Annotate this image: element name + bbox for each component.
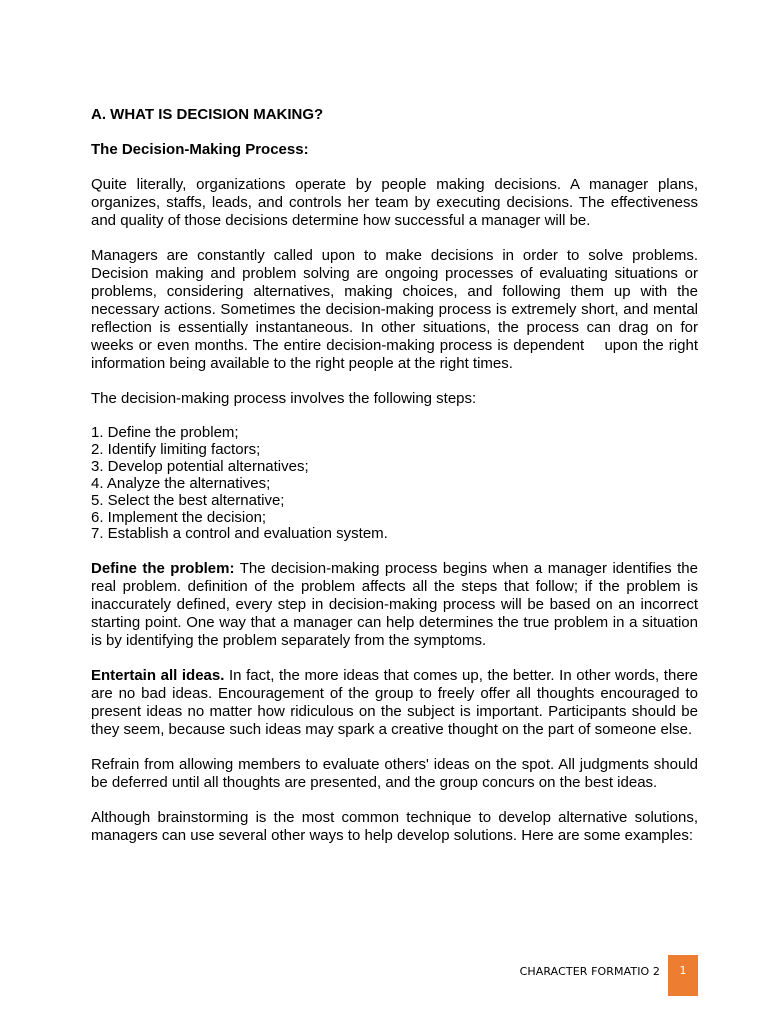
entertain-ideas-text: In fact, the more ideas that comes up, the better. In other words, there are no bad ideas. Encouragement of the group to freely offer all thoughts encouraged to present ideas no matter how ridiculous on the subject is important. Participants should be they seem, because such ideas may spark a creative thought on the part of someone else. xyxy=(91,667,698,739)
step-item: 6. Implement the decision; xyxy=(91,508,267,526)
step-item: 4. Analyze the alternatives; xyxy=(91,474,271,492)
steps-list xyxy=(91,425,698,543)
step-item: 7. Establish a control and evaluation system. xyxy=(91,525,388,543)
define-problem-text: The decision-making process begins when a manager identifies the real problem. definition of the problem affects all the steps that follow; if the problem is inaccurately defined, every step in decision-making process will be based on an incorrect starting point. One way that a manager can help determines the true problem in a situation is by identifying the problem separately from the symptoms. xyxy=(91,560,698,650)
paragraph-entertain-ideas xyxy=(91,667,698,739)
step-item: 2. Identify limiting factors; xyxy=(91,440,261,458)
section-heading: A. WHAT IS DECISION MAKING? xyxy=(91,106,324,123)
step-item: 5. Select the best alternative; xyxy=(91,491,285,509)
paragraph-intro: Quite literally, organizations operate by people making decisions. A manager plans, organizes, staffs, leads, and controls her team by executing decisions. The effectiveness and quality of those decisions determine how successful a manager will be. xyxy=(91,176,698,229)
paragraph-define-problem xyxy=(91,560,698,650)
paragraph-refrain: Refrain from allowing members to evaluate others' ideas on the spot. All judgments should be deferred until all thoughts are presented, and the group concurs on the best ideas. xyxy=(91,756,698,792)
entertain-ideas-lead: Entertain all ideas. xyxy=(91,667,225,685)
paragraph-steps-intro: The decision-making process involves the following steps: xyxy=(91,390,477,407)
page-number-badge: 1 xyxy=(668,955,698,996)
section-subheading: The Decision-Making Process: xyxy=(91,141,309,158)
step-item: 1. Define the problem; xyxy=(91,424,239,441)
footer-title: CHARACTER FORMATIO 2 xyxy=(519,965,660,978)
define-problem-lead: Define the problem: xyxy=(91,560,235,578)
step-item: 3. Develop potential alternatives; xyxy=(91,457,309,475)
paragraph-brainstorming: Although brainstorming is the most common technique to develop alternative solutions, managers can use several other ways to help develop solutions. Here are some examples: xyxy=(91,809,698,845)
page-footer xyxy=(0,955,698,996)
document-body xyxy=(91,106,703,845)
paragraph-managers: Managers are constantly called upon to make decisions in order to solve problems. Decision making and problem solving are ongoing processes of evaluating situations or problems, considering alternatives, making choices, and following them up with the necessary actions. Sometimes the decision-making process is extremely short, and mental reflection is essentially instantaneous. In other situations, the process can drag on for weeks or even months. The entire decision-making process is dependent upon the right information being available to the right people at the right times. xyxy=(91,247,703,372)
